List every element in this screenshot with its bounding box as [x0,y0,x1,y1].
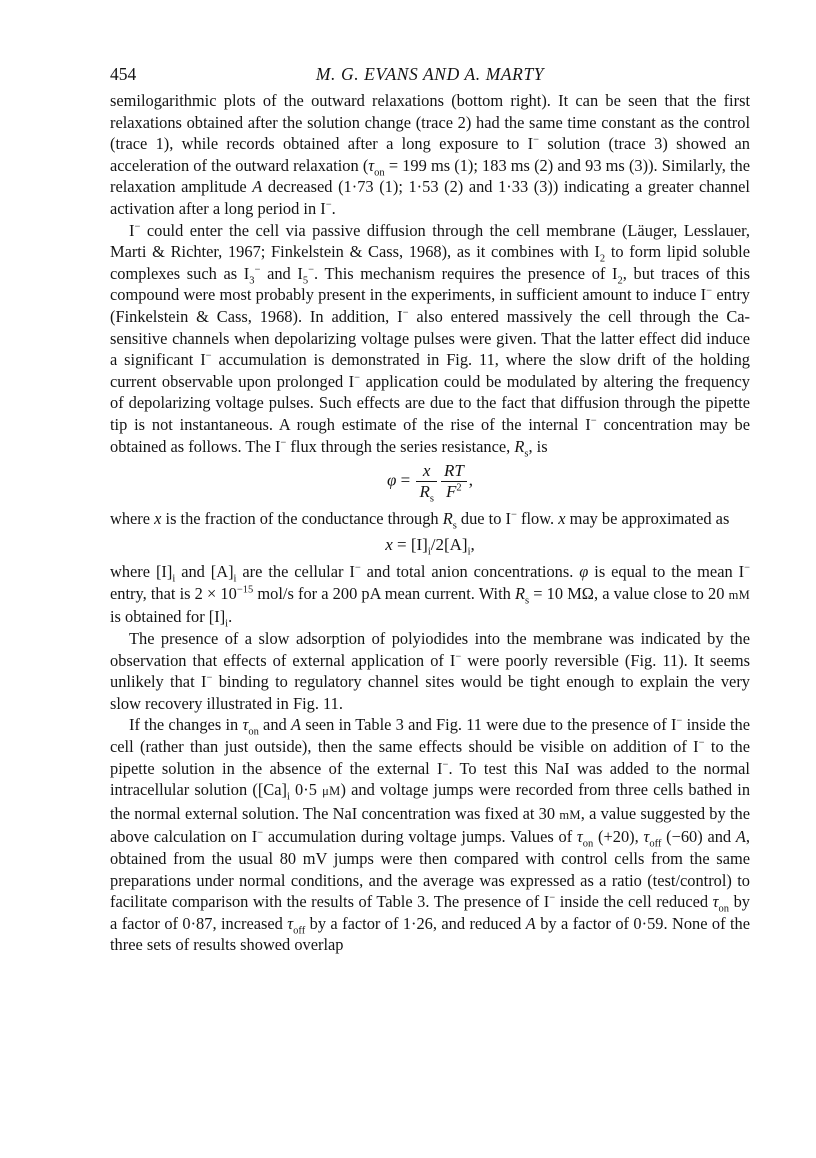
paragraph-3: where x is the fraction of the conductance through $R_s$ due to I− flow. x may be approximated as [110,509,730,532]
paragraph-2: I− could enter the cell via passive diffusion through the cell membrane (Läuger, Lesslauer, Marti & Richter, 1967; Finkelstein & Cass, 1968), as it combines with $I_2$ to form lipid soluble complexes such as $I_3^-$ and $I_5^-$. This mechanism requires the presence of $I_2$, but traces of this compound were most probably present in the experiments, in sufficient amount to induce I− entry (Finkelstein & Cass, 1968). In addition, I− also entered massively the cell through the Ca-sensitive channels when depolarizing voltage pulses were given. That the latter effect did induce a significant I− accumulation is demonstrated in Fig. 11, where the slow drift of the holding current observable upon prolonged I− application could be modulated by altering the frequency of depolarizing voltage pulses. Such effects are due to the fact that diffusion through the pipette tip is not instantaneous. A rough estimate of the rise of the internal I− concentration may be obtained as follows. The I− flux through the series resistance, $R_s$, is [110,220,751,459]
page-header [110,64,750,90]
equation-flux: φ = $\frac{x}{R_s}$ $\frac{RT}{F^2}$ , [386,461,474,505]
page [110,64,750,956]
paragraph-6: If the changes in $\tau_{on}$ and A seen in Table 3 and Fig. 11 were due to the presence of I− inside the cell (rather than just outside), then the same effects should be visible on addition of I− to the pipette solution in the absence of the external I−. To test this NaI was added to the normal intracellular solution ($[Ca]_i$ 0·5 μM) and voltage jumps were recorded from three cells bathed in the normal external solution. The NaI concentration was fixed at 30 mM, a value suggested by the above calculation on I− accumulation during voltage jumps. Values of $\tau_{on}$ (+20), $\tau_{off}$ (−60) and A, obtained from the usual 80 mV jumps were then compared with control cells from the same preparations under normal conditions, and the average was expressed as a ratio (test/control) to facilitate comparison with the results of Table 3. The presence of I− inside the cell reduced $\tau_{on}$ by a factor of 0·87, increased $\tau_{off}$ by a factor of 1·26, and reduced A by a factor of 0·59. None of the three sets of results showed overlap [110,715,751,955]
paragraph-5: The presence of a slow adsorption of polyiodides into the membrane was indicated by the observation that effects of external application of I− were poorly reversible (Fig. 11). It seems unlikely that I− binding to regulatory channel sites would be tight enough to explain the very slow recovery illustrated in Fig. 11. [110,629,750,713]
paragraph-4: where $[I]_i$ and $[A]_i$ are the cellular I− and total anion concentrations. φ is equal to the mean I− entry, that is $2 \times 10^{-15}$ mol/s for a 200 pA mean current. With $R_s = 10$ MΩ, a value close to 20 mM is obtained for $[I]_i$. [110,562,751,630]
body-text [110,90,750,956]
page-number: 454 [110,64,137,84]
equation-fraction: $x = [I]_i/2[A]_i$, [385,534,475,558]
running-title: M. G. EVANS AND A. MARTY [315,64,545,84]
paragraph-1: semilogarithmic plots of the outward relaxations (bottom right). It can be seen that the first relaxations obtained after the solution change (trace 2) had the same time constant as the control (trace 1), while records obtained after a long exposure to I− solution (trace 3) showed an acceleration of the outward relaxation ($\tau_{on} = 199$ ms (1); 183 ms (2) and 93 ms (3)). Similarly, the relaxation amplitude A decreased (1·73 (1); 1·53 (2) and 1·33 (3)) indicating a greater channel activation after a long period in I−. [110,91,750,218]
